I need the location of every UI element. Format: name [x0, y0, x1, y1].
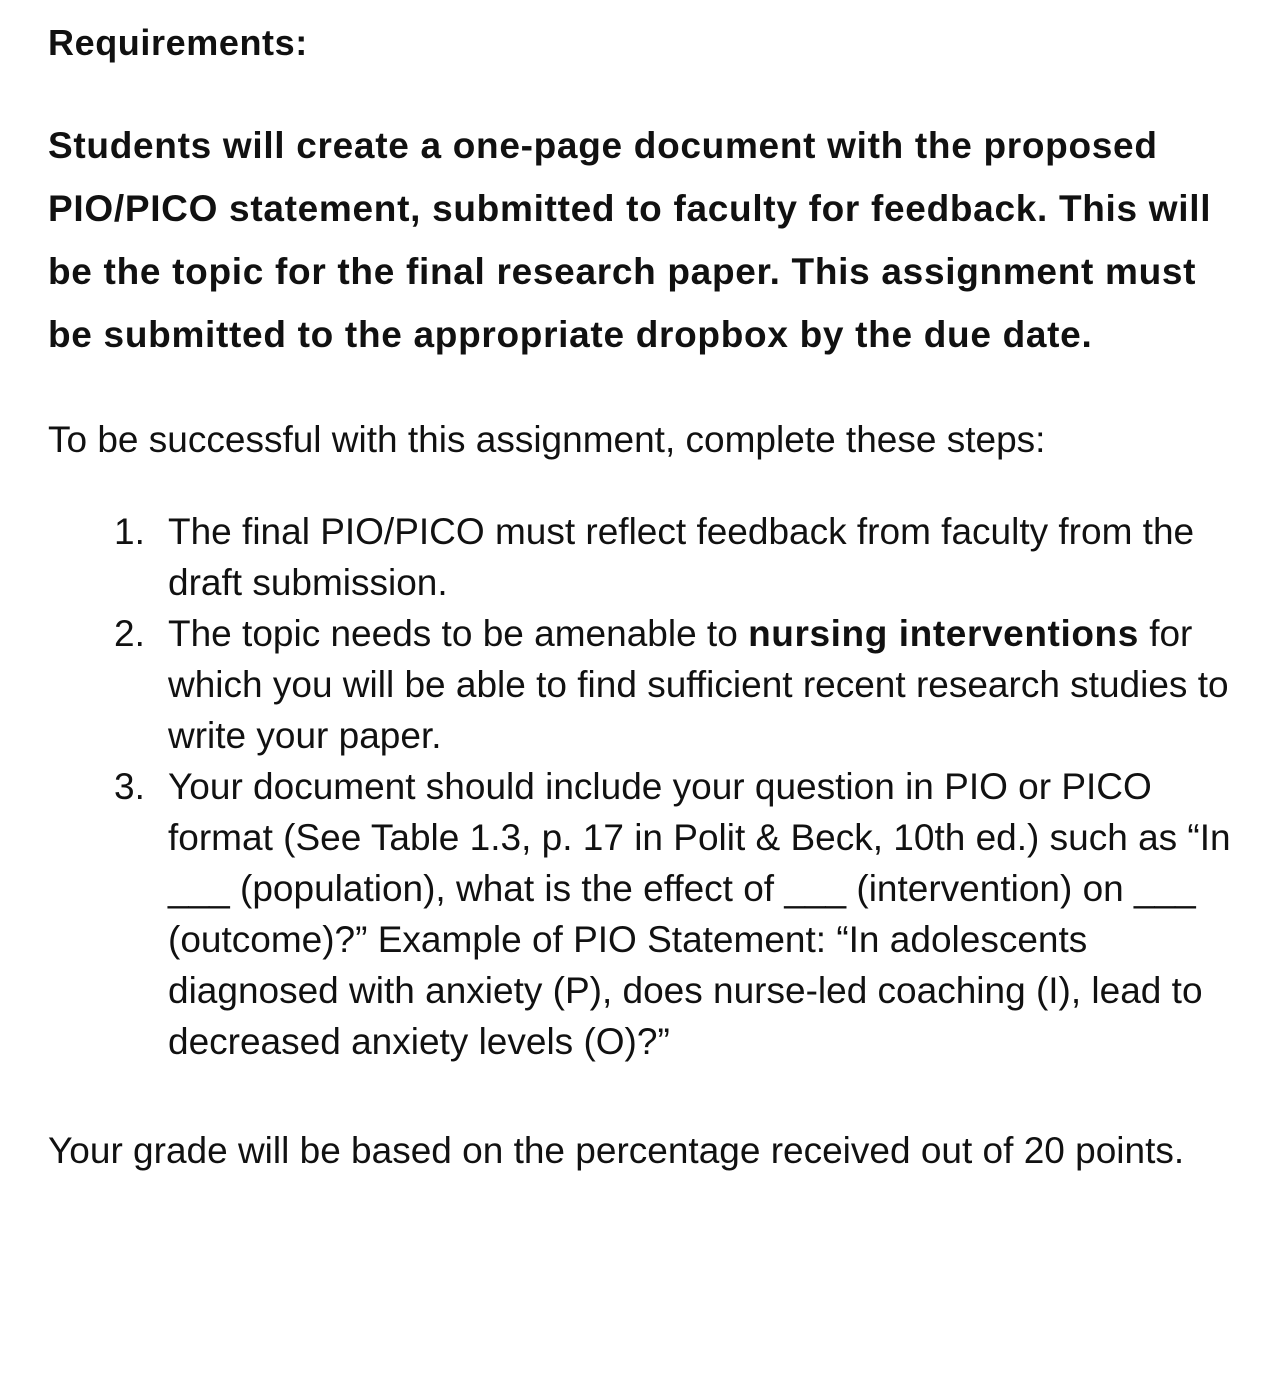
step-emphasis: nursing interventions	[748, 613, 1139, 654]
step-number: 2.	[114, 613, 145, 654]
grade-note: Your grade will be based on the percentage received out of 20 points.	[48, 1130, 1185, 1171]
list-item	[114, 761, 1236, 1067]
step-text: The final PIO/PICO must reflect feedback from faculty from the draft submission.	[168, 511, 1195, 603]
steps-list	[48, 506, 1254, 1067]
step-number: 1.	[114, 511, 145, 552]
steps-intro: To be successful with this assignment, complete these steps:	[48, 419, 1046, 460]
list-item	[114, 506, 1236, 608]
step-number: 3.	[114, 766, 145, 807]
step-text-before: The topic needs to be amenable to	[168, 613, 749, 654]
step-text: Your document should include your question in PIO or PICO format (See Table 1.3, p. 17 in Polit & Beck, 10th ed.) such as “In ___ (population), what is the effect of ___ (intervention) on ___ (outcome)?” Example of PIO Statement: “In adolescents diagnosed with anxiety (P), does nurse-led coaching (I), lead to decreased anxiety levels (O)?”	[168, 766, 1231, 1062]
list-item	[114, 608, 1236, 761]
requirements-heading: Requirements:	[48, 22, 308, 63]
requirements-summary: Students will create a one-page document with the proposed PIO/PICO statement, submitted to faculty for feedback. This will be the topic for the final research paper. This assignment must be submitted to the appropriate dropbox by the due date.	[48, 125, 1212, 355]
step-text-after: for which you will be able to find sufficient recent research studies to write your paper.	[168, 613, 1229, 756]
